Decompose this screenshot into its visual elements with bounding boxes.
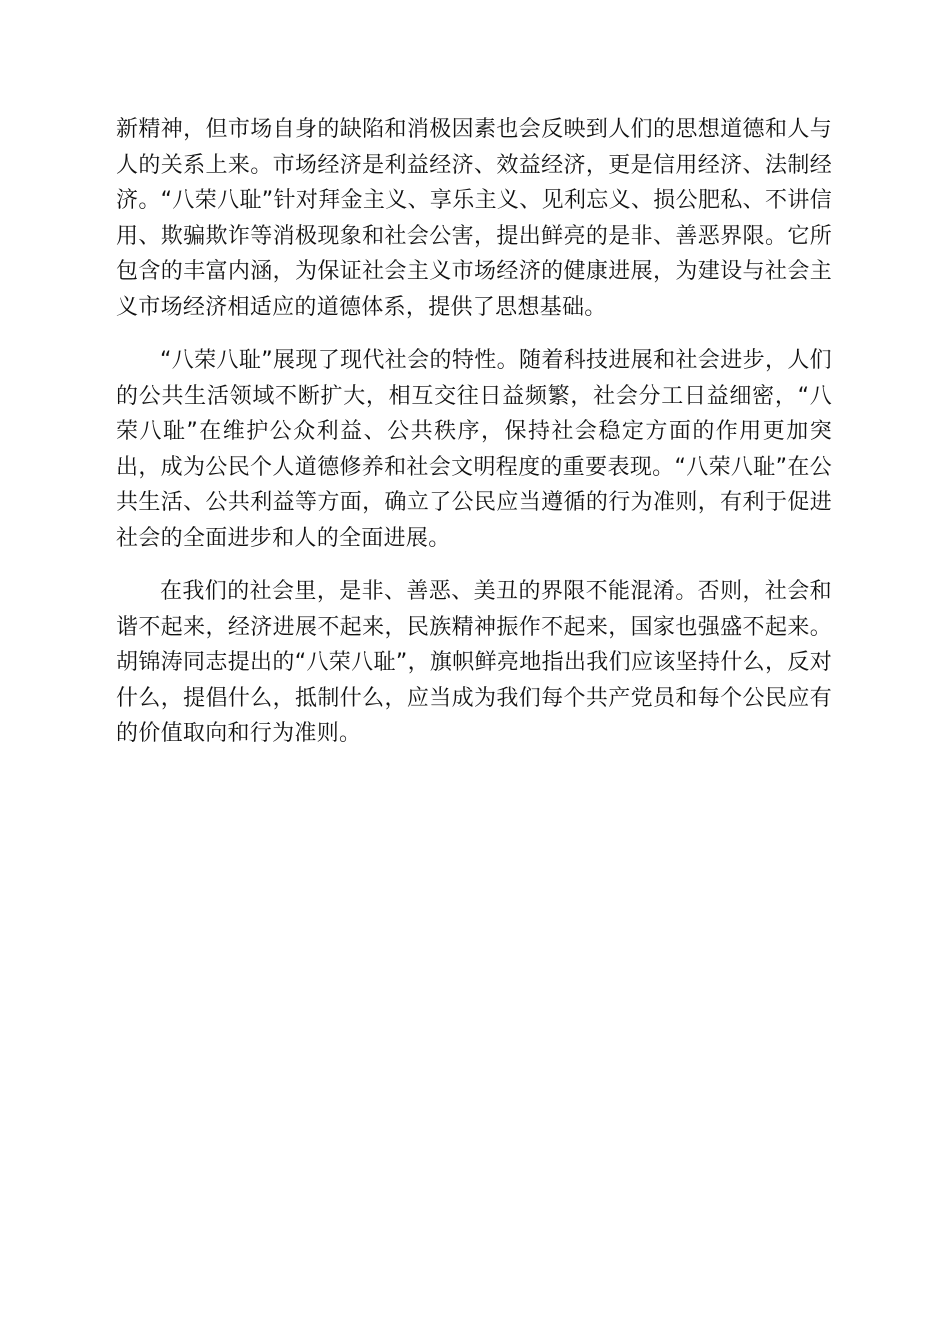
- document-body: [116, 112, 832, 752]
- paragraph-conclusion: 在我们的社会里，是非、善恶、美丑的界限不能混淆。否则，社会和谐不起来，经济进展不起来，民族精神振作不起来，国家也强盛不起来。胡锦涛同志提出的“八荣八耻”，旗帜鲜亮地指出我们应该坚持什么，反对什么，提倡什么，抵制什么，应当成为我们每个共产党员和每个公民应有的价值取向和行为准则。: [116, 579, 832, 746]
- paragraph-continuation: 新精神，但市场自身的缺陷和消极因素也会反映到人们的思想道德和人与人的关系上来。市场经济是利益经济、效益经济，更是信用经济、法制经济。“八荣八耻”针对拜金主义、享乐主义、见利忘义、损公肥私、不讲信用、欺骗欺诈等消极现象和社会公害，提出鲜亮的是非、善恶界限。它所包含的丰富内涵，为保证社会主义市场经济的健康进展，为建设与社会主义市场经济相适应的道德体系，提供了思想基础。: [116, 117, 832, 320]
- paragraph-modern-society: “八荣八耻”展现了现代社会的特性。随着科技进展和社会进步，人们的公共生活领域不断扩大，相互交往日益频繁，社会分工日益细密，“八荣八耻”在维护公众利益、公共秩序，保持社会稳定方面的作用更加突出，成为公民个人道德修养和社会文明程度的重要表现。“八荣八耻”在公共生活、公共利益等方面，确立了公民应当遵循的行为准则，有利于促进社会的全面进步和人的全面进展。: [116, 348, 832, 551]
